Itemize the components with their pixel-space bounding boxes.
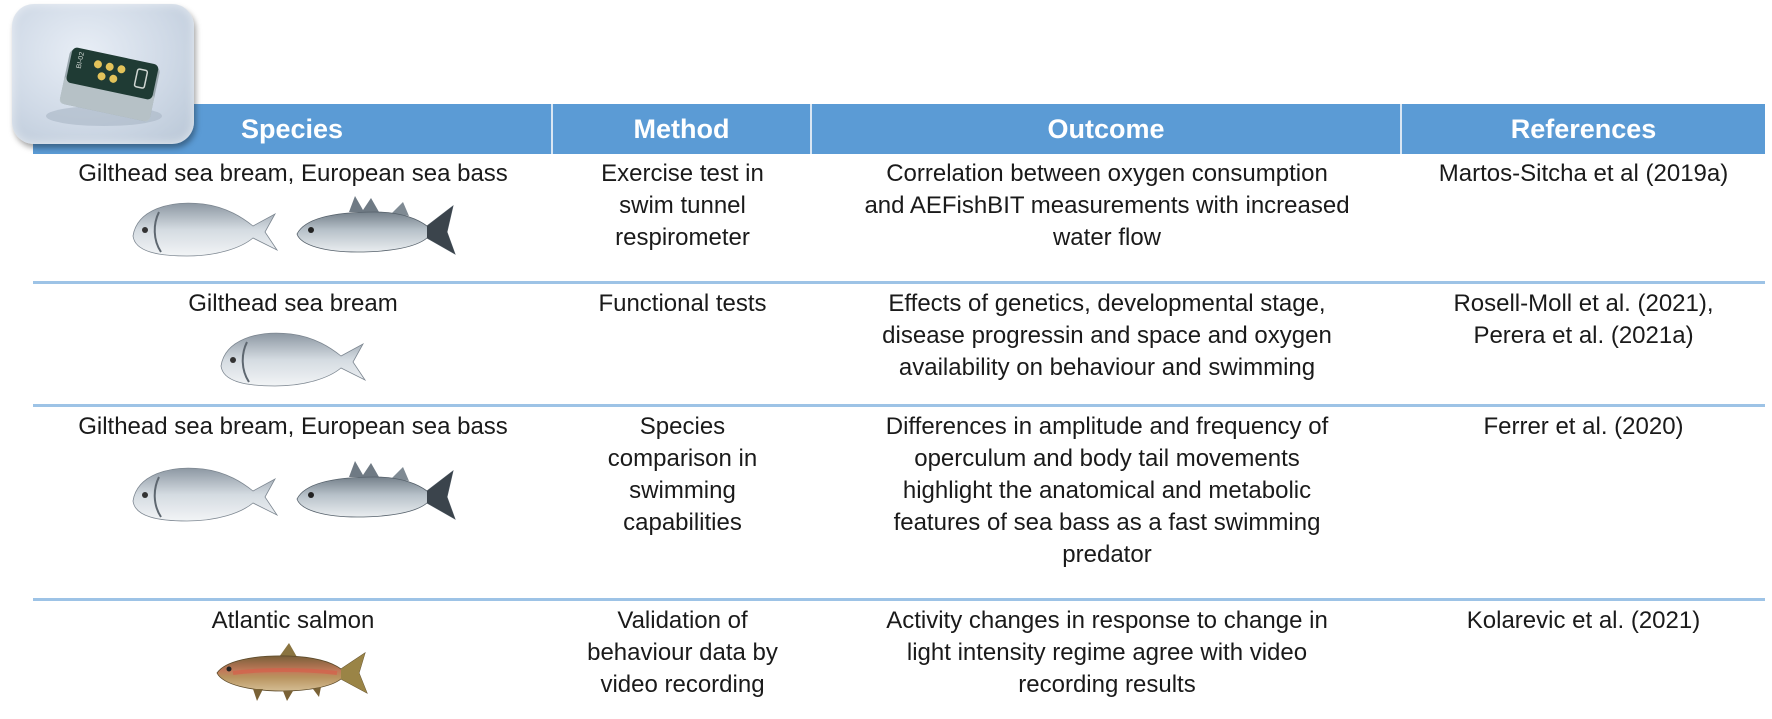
table-header xyxy=(33,104,1765,154)
outcome-line: features of sea bass as a fast swimming xyxy=(893,509,1321,536)
table-row xyxy=(33,407,1765,601)
outcome-line: water flow xyxy=(1052,224,1162,251)
outcome-line: Effects of genetics, developmental stage, xyxy=(888,290,1326,317)
method-line: Species xyxy=(639,413,726,440)
outcome-line: Differences in amplitude and frequency of xyxy=(885,413,1329,440)
outcome-line: recording results xyxy=(1018,671,1196,698)
fish-images xyxy=(125,192,461,262)
fish-images xyxy=(125,457,461,527)
outcome-cell xyxy=(812,284,1402,404)
species-cell xyxy=(33,154,553,281)
header-outcome: Outcome xyxy=(812,104,1402,154)
header-references: References xyxy=(1510,113,1657,144)
atlantic-salmon-icon xyxy=(213,639,373,705)
european-sea-bass-icon xyxy=(291,457,461,527)
outcome-line: predator xyxy=(1062,541,1152,568)
outcome-cell xyxy=(812,407,1402,598)
outcome-line: availability on behaviour and swimming xyxy=(898,354,1316,381)
svg-text:BI-02: BI-02 xyxy=(75,51,87,70)
method-line: behaviour data by xyxy=(587,639,778,666)
method-cell xyxy=(553,407,812,598)
table-row xyxy=(33,284,1765,407)
method-line: respirometer xyxy=(615,224,750,251)
references-cell xyxy=(1402,154,1765,281)
table-row xyxy=(33,154,1765,284)
outcome-line: Correlation between oxygen consumption xyxy=(886,160,1328,187)
outcome-cell xyxy=(812,154,1402,281)
species-cell xyxy=(33,601,553,719)
method-line: Validation of xyxy=(617,607,748,634)
outcome-line: operculum and body tail movements xyxy=(914,445,1300,472)
method-line: swimming xyxy=(629,477,736,504)
method-line: comparison in xyxy=(607,445,758,472)
species-name: Gilthead sea bream, European sea bass xyxy=(78,160,508,187)
method-line: Exercise test in xyxy=(601,160,764,187)
outcome-line: disease progressin and space and oxygen xyxy=(882,322,1332,349)
species-cell xyxy=(33,407,553,598)
header-method: Method xyxy=(553,104,812,154)
fish-images xyxy=(213,639,373,705)
method-cell xyxy=(553,284,812,404)
outcome-line: and AEFishBIT measurements with increased xyxy=(864,192,1350,219)
method-line: swim tunnel xyxy=(619,192,746,219)
references-cell xyxy=(1402,284,1765,404)
method-cell xyxy=(553,601,812,719)
method-line: capabilities xyxy=(623,509,742,536)
gilthead-sea-bream-icon xyxy=(213,322,373,392)
outcome-line: Activity changes in response to change in xyxy=(886,607,1328,634)
european-sea-bass-icon xyxy=(291,192,461,262)
table-row xyxy=(33,601,1765,719)
references-cell xyxy=(1402,407,1765,598)
outcome-cell xyxy=(812,601,1402,719)
studies-table xyxy=(33,104,1765,719)
reference-line: Martos-Sitcha et al (2019a) xyxy=(1438,160,1729,187)
species-name: Gilthead sea bream, European sea bass xyxy=(78,413,508,440)
fish-images xyxy=(213,322,373,392)
species-name: Atlantic salmon xyxy=(211,607,375,634)
gilthead-sea-bream-icon xyxy=(125,192,285,262)
species-cell xyxy=(33,284,553,404)
method-line: Functional tests xyxy=(598,290,767,317)
reference-line: Perera et al. (2021a) xyxy=(1473,322,1694,349)
accelerometer-tag-icon xyxy=(12,4,194,144)
header-species: Species xyxy=(33,104,553,154)
reference-line: Kolarevic et al. (2021) xyxy=(1466,607,1701,634)
species-name: Gilthead sea bream xyxy=(188,290,398,317)
gilthead-sea-bream-icon xyxy=(125,457,285,527)
reference-line: Ferrer et al. (2020) xyxy=(1483,413,1684,440)
references-cell xyxy=(1402,601,1765,719)
outcome-line: highlight the anatomical and metabolic xyxy=(902,477,1312,504)
method-cell xyxy=(553,154,812,281)
reference-line: Rosell-Moll et al. (2021), xyxy=(1453,290,1714,317)
aefishbit-device-image xyxy=(12,4,194,144)
outcome-line: light intensity regime agree with video xyxy=(906,639,1308,666)
method-line: video recording xyxy=(600,671,765,698)
